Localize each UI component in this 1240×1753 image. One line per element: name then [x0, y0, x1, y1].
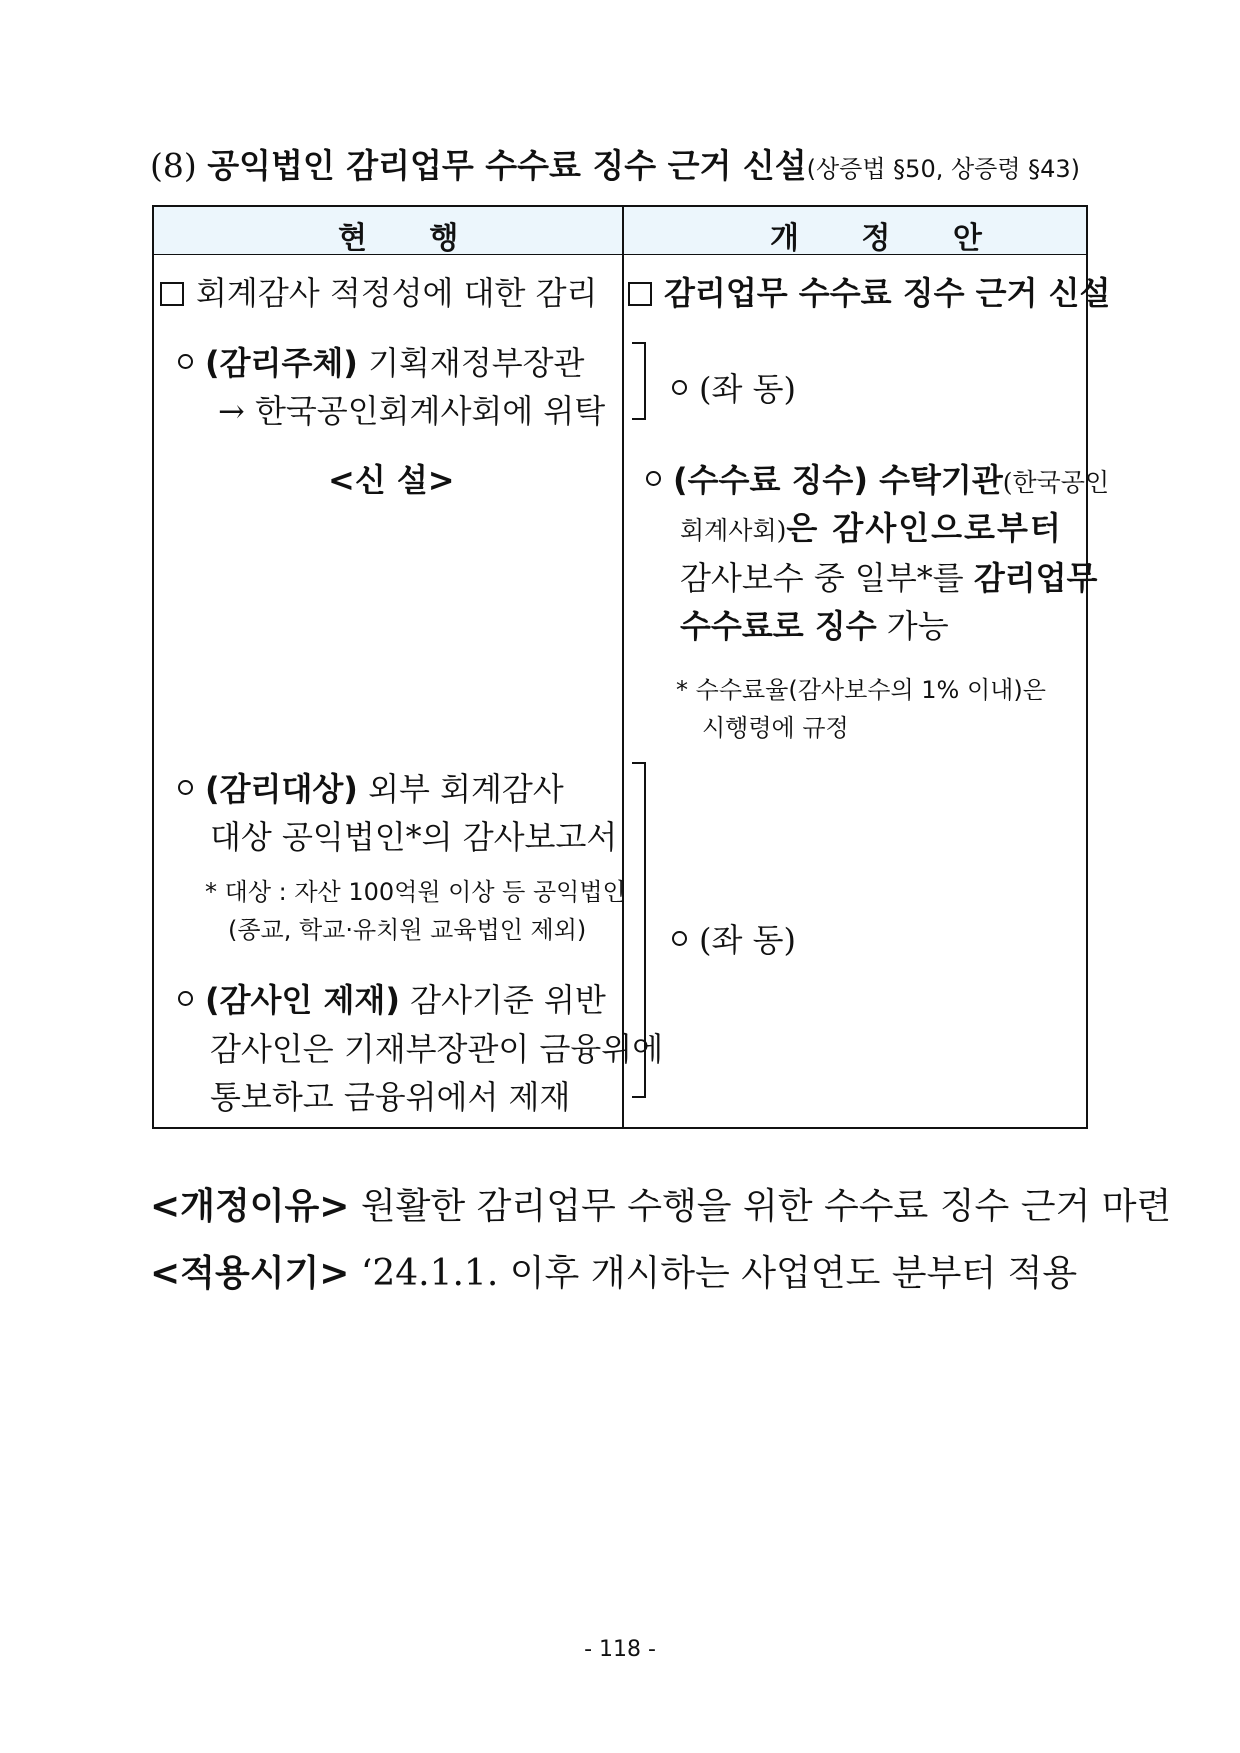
subject-label: (감리주체) [205, 344, 358, 382]
fee-line4-bold: 수수료로 징수 [680, 607, 877, 645]
proposed-item-title [628, 268, 1110, 314]
fee-note-1: * 수수료율(감사보수의 1% 이내)은 [676, 676, 1046, 704]
target-label: (감리대상) [205, 770, 358, 808]
effective-date [150, 1245, 1077, 1296]
current-subject [178, 338, 584, 384]
circle-bullet-icon [178, 354, 193, 369]
header-current: 현 행 [338, 221, 485, 256]
fee-bold: 수탁기관 [867, 461, 1003, 499]
proposed-item-text: 감리업무 수수료 징수 근거 신설 [664, 274, 1111, 312]
checkbox-square-icon [628, 282, 652, 306]
same-as-left-text: (좌 동) [699, 921, 796, 959]
reason-label: <개정이유> [150, 1186, 350, 1227]
checkbox-square-icon [160, 282, 184, 306]
current-sanction-line3: 통보하고 금융위에서 제재 [210, 1078, 571, 1116]
fee-line4-text: 가능 [876, 607, 949, 645]
proposed-fee-line3 [680, 553, 1097, 599]
target-note-1: * 대상 : 자산 100억원 이상 등 공익법인 [205, 878, 626, 906]
section-heading [150, 140, 1080, 187]
current-item-text: 회계감사 적정성에 대한 감리 [196, 274, 598, 312]
subject-text: 기획재정부장관 [357, 344, 585, 382]
current-target [178, 764, 564, 810]
fee-label: (수수료 징수) [673, 461, 868, 499]
effective-text: ‘24.1.1. 이후 개시하는 사업연도 분부터 적용 [349, 1253, 1078, 1294]
target-note-2: (종교, 학교·유치원 교육법인 제외) [228, 916, 587, 944]
fee-note-2: 시행령에 규정 [702, 714, 849, 742]
column-divider [622, 207, 624, 1127]
new-provision-label: <신 설> [328, 461, 455, 499]
same-as-left-text: (좌 동) [699, 370, 796, 408]
proposed-same-2 [672, 915, 796, 961]
law-reference: (상증법 §50, 상증령 §43) [806, 155, 1081, 183]
effective-label: <적용시기> [150, 1253, 350, 1294]
sanction-text: 감사기준 위반 [399, 981, 606, 1019]
proposed-fee [646, 455, 1109, 501]
proposed-fee-line2 [680, 503, 1063, 549]
current-target-line2: 대상 공익법인*의 감사보고서 [210, 818, 618, 856]
fee-line3-bold: 감리업무 [973, 559, 1098, 597]
section-number: (8) [150, 146, 197, 185]
fee-line3-text: 감사보수 중 일부*를 [680, 559, 974, 597]
fee-line2-bold: 은 감사인으로부터 [786, 509, 1063, 547]
section-title: 공익법인 감리업무 수수료 징수 근거 신설 [207, 146, 807, 185]
current-item-title [160, 268, 597, 314]
circle-bullet-icon [646, 471, 661, 486]
proposed-same-1 [672, 364, 796, 410]
sanction-label: (감사인 제재) [205, 981, 400, 1019]
target-text: 외부 회계감사 [357, 770, 564, 808]
current-sanction [178, 975, 606, 1021]
bracket-right-1 [632, 342, 646, 420]
circle-bullet-icon [178, 991, 193, 1006]
bracket-right-2 [632, 762, 646, 1098]
current-sanction-line2: 감사인은 기재부장관이 금융위에 [210, 1030, 664, 1068]
circle-bullet-icon [672, 380, 687, 395]
header-proposed: 개 정 안 [770, 221, 1008, 256]
circle-bullet-icon [672, 931, 687, 946]
fee-line2-small: 회계사회) [680, 516, 787, 545]
amendment-reason [150, 1178, 1171, 1229]
circle-bullet-icon [178, 780, 193, 795]
reason-text: 원활한 감리업무 수행을 위한 수수료 징수 근거 마련 [349, 1186, 1172, 1227]
proposed-fee-line4 [680, 601, 949, 647]
current-subject-line2: → 한국공인회계사회에 위탁 [218, 392, 606, 430]
fee-small: (한국공인 [1002, 468, 1110, 497]
page-number: - 118 - [584, 1637, 656, 1662]
